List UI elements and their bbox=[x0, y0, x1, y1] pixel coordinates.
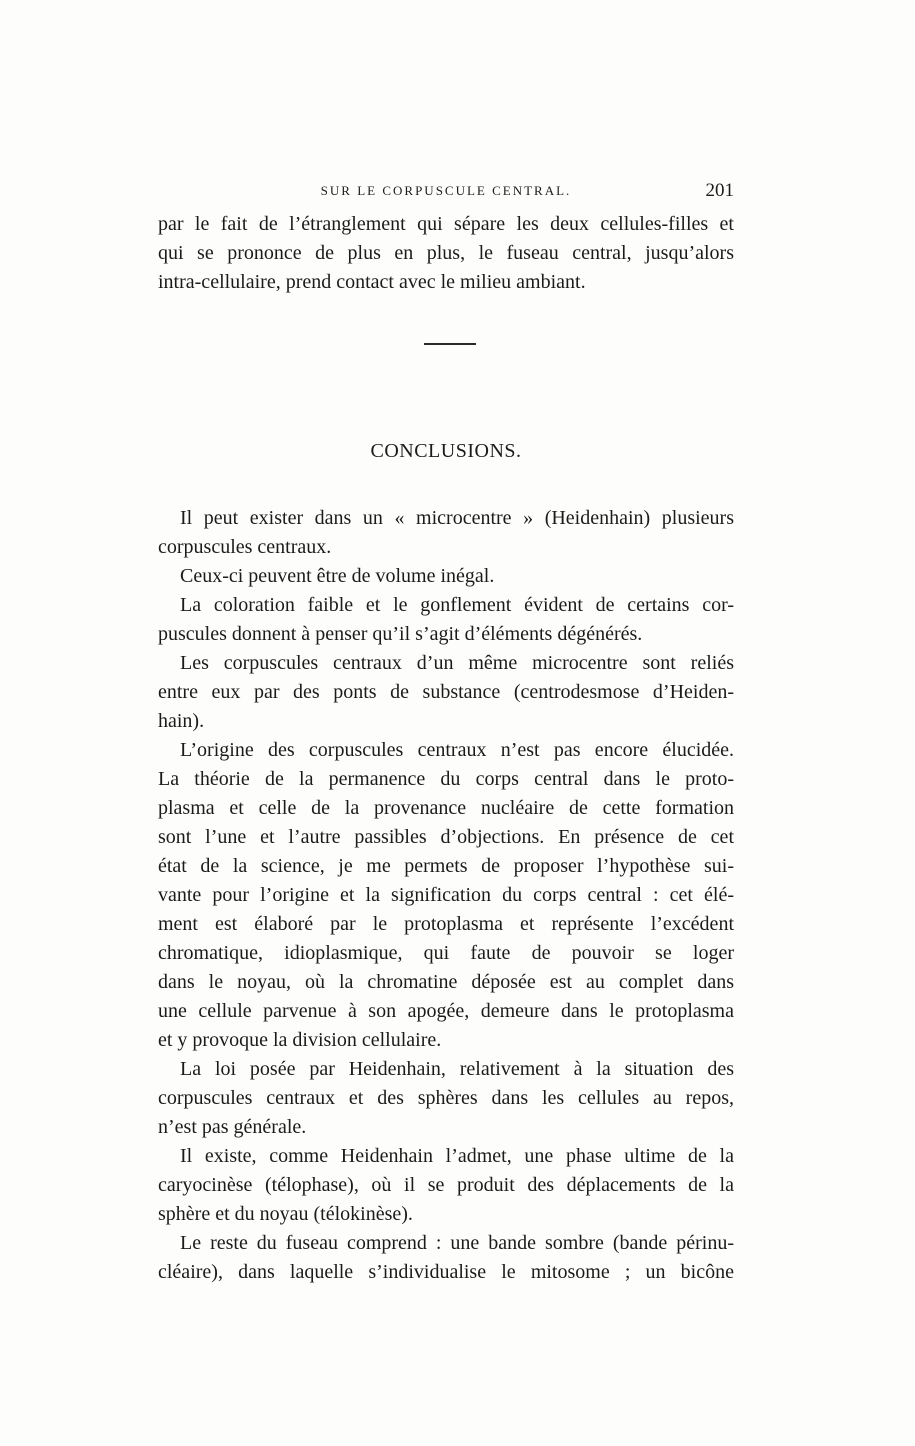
text-line: sphère et du noyau (télokinèse). bbox=[158, 1203, 413, 1225]
text-line: corpuscules centraux. bbox=[158, 536, 332, 558]
running-title: SUR LE CORPUSCULE CENTRAL. bbox=[320, 183, 572, 198]
paragraph bbox=[158, 649, 734, 736]
text-line: vante pour l’origine et la signification du corps central : cet élé- bbox=[158, 884, 734, 906]
paragraph bbox=[158, 1142, 734, 1229]
conclusions-body bbox=[158, 504, 734, 1287]
text-line: Il existe, comme Heidenhain l’admet, une phase ultime de la bbox=[180, 1145, 734, 1167]
text-line: cléaire), dans laquelle s’individualise le mitosome ; un bicône bbox=[158, 1261, 734, 1283]
text-line: entre eux par des ponts de substance (centrodesmose d’Heiden- bbox=[158, 681, 734, 703]
running-head bbox=[158, 180, 734, 204]
text-line: sont l’une et l’autre passibles d’objections. En présence de cet bbox=[158, 826, 734, 848]
text-line: Les corpuscules centraux d’un même microcentre sont reliés bbox=[180, 652, 734, 674]
paragraph bbox=[158, 591, 734, 649]
paragraph bbox=[158, 1055, 734, 1142]
section-divider bbox=[424, 343, 476, 345]
text-line: n’est pas générale. bbox=[158, 1116, 307, 1138]
section-heading: CONCLUSIONS. bbox=[370, 440, 522, 462]
paragraph bbox=[158, 562, 734, 591]
paragraph bbox=[158, 504, 734, 562]
text-line: puscules donnent à penser qu’il s’agit d’éléments dégénérés. bbox=[158, 623, 643, 645]
text-line: La loi posée par Heidenhain, relativement à la situation des bbox=[180, 1058, 734, 1080]
text-line: caryocinèse (télophase), où il se produit des déplacements de la bbox=[158, 1174, 734, 1196]
text-line: état de la science, je me permets de proposer l’hypothèse sui- bbox=[158, 855, 734, 877]
text-line: une cellule parvenue à son apogée, demeure dans le protoplasma bbox=[158, 1000, 734, 1022]
text-line: plasma et celle de la provenance nucléaire de cette formation bbox=[158, 797, 734, 819]
text-line: et y provoque la division cellulaire. bbox=[158, 1029, 442, 1051]
text-line: L’origine des corpuscules centraux n’est pas encore élucidée. bbox=[180, 739, 734, 761]
text-line: La coloration faible et le gonflement évident de certains cor- bbox=[180, 594, 734, 616]
text-line: qui se prononce de plus en plus, le fuseau central, jusqu’alors bbox=[158, 242, 734, 264]
paragraph bbox=[158, 1229, 734, 1287]
text-line: dans le noyau, où la chromatine déposée est au complet dans bbox=[158, 971, 734, 993]
text-line: chromatique, idioplasmique, qui faute de pouvoir se loger bbox=[158, 942, 734, 964]
text-line: La théorie de la permanence du corps central dans le proto- bbox=[158, 768, 734, 790]
text-line: Il peut exister dans un « microcentre » (Heidenhain) plusieurs bbox=[180, 507, 734, 529]
text-line: ment est élaboré par le protoplasma et représente l’excédent bbox=[158, 913, 734, 935]
continuation-paragraph bbox=[158, 210, 734, 297]
text-line: hain). bbox=[158, 710, 205, 732]
text-line: corpuscules centraux et des sphères dans les cellules au repos, bbox=[158, 1087, 734, 1109]
paragraph bbox=[158, 736, 734, 1055]
text-line: par le fait de l’étranglement qui sépare les deux cellules-filles et bbox=[158, 213, 734, 235]
text-line: intra-cellulaire, prend contact avec le milieu ambiant. bbox=[158, 271, 586, 293]
text-line: Ceux-ci peuvent être de volume inégal. bbox=[180, 565, 495, 587]
text-line: Le reste du fuseau comprend : une bande sombre (bande périnu- bbox=[180, 1232, 734, 1254]
page-number: 201 bbox=[705, 180, 734, 201]
